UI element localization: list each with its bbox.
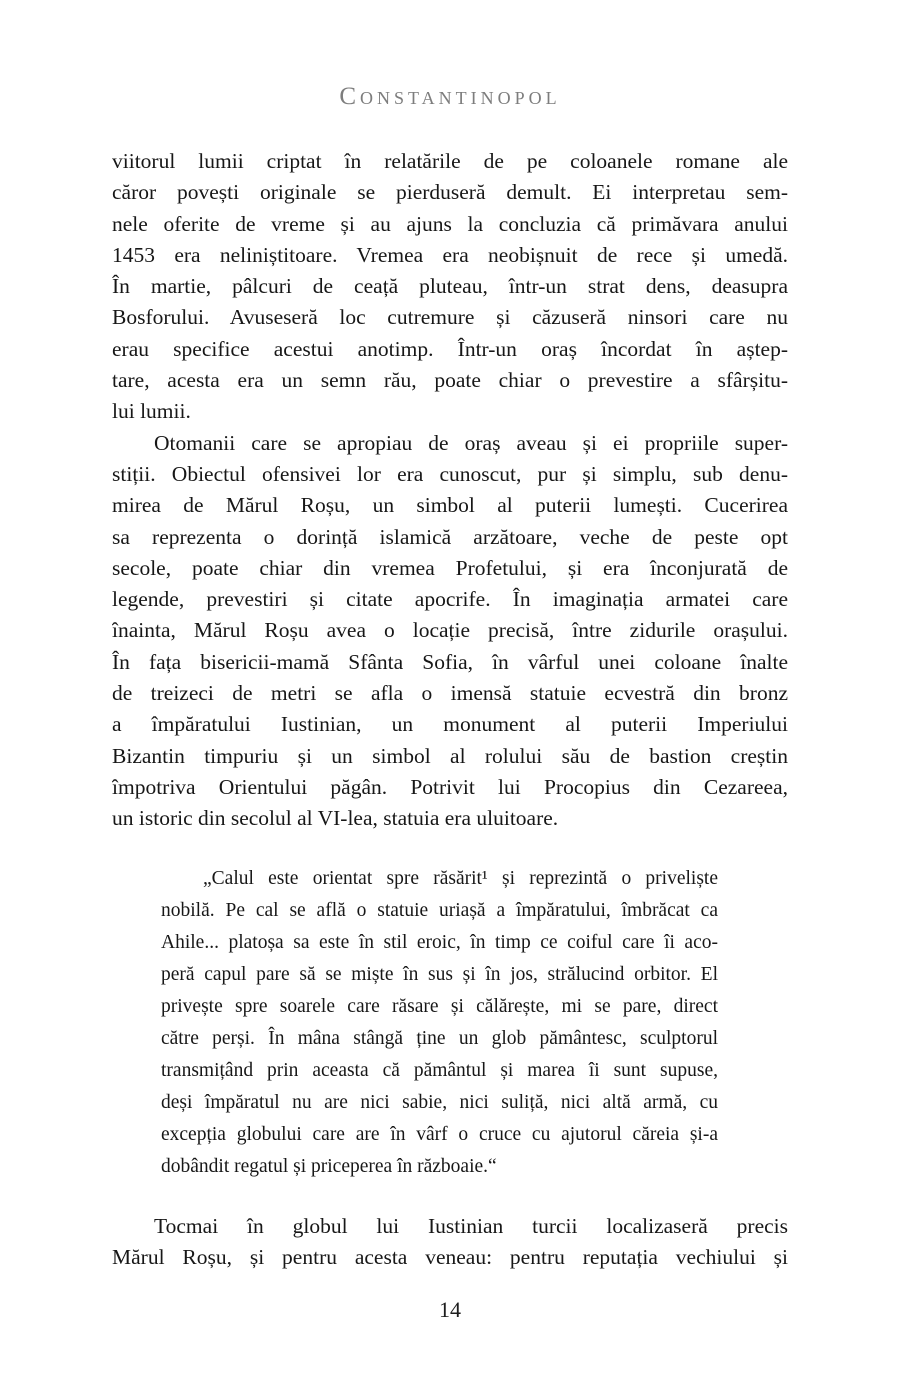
text-line: Bizantin timpuriu și un simbol al rolului său de bastion creștin — [112, 743, 788, 768]
body-text — [112, 146, 788, 835]
paragraph — [161, 863, 718, 1183]
running-header: Constantinopol — [339, 83, 561, 110]
text-line: viitorul lumii criptat în relatările de pe coloanele romane ale — [112, 149, 788, 173]
text-line: excepția globului care are în vârf o cruce cu ajutorul căreia și-a — [161, 1123, 718, 1145]
text-line: legende, prevestiri și citate apocrife. În imaginația armatei care — [112, 587, 788, 612]
text-line: Mărul Roșu, și pentru acesta veneau: pentru reputația vechiului și — [112, 1244, 788, 1269]
text-line: erau specifice acestui anotimp. Într-un oraș încordat în aștep- — [112, 336, 788, 361]
text-line: nele oferite de vreme și au ajuns la concluzia că primăvara anului — [112, 211, 788, 236]
text-line: căror povești originale se pierduseră demult. Ei interpretau sem- — [112, 180, 788, 205]
text-line: transmițând prin aceasta că pământul și marea îi sunt supuse, — [161, 1059, 718, 1081]
text-line: 1453 era neliniștitoare. Vremea era neobișnuit de rece și umedă. — [112, 242, 788, 267]
text-line: tare, acesta era un semn rău, poate chiar o prevestire a sfârșitu- — [112, 368, 788, 393]
paragraph — [112, 1211, 788, 1274]
text-line: stiții. Obiectul ofensivei lor era cunoscut, pur și simplu, sub denu- — [112, 461, 788, 486]
text-line: de treizeci de metri se afla o imensă statuie ecvestră din bronz — [112, 681, 788, 706]
text-line: nobilă. Pe cal se află o statuie uriașă a împăratului, îmbrăcat ca — [161, 899, 718, 921]
text-line: deși împăratul nu are nici sabie, nici suliță, nici altă armă, cu — [161, 1091, 718, 1113]
paragraph — [112, 428, 788, 835]
text-line: a împăratului Iustinian, un monument al puterii Imperiului — [112, 712, 788, 737]
paragraph — [112, 146, 788, 428]
text-line: Tocmai în globul lui Iustinian turcii localizaseră precis — [154, 1213, 788, 1238]
text-line: Ahile... platoșa sa este în stil eroic, în timp ce coiful care îi aco- — [161, 931, 718, 953]
text-line: lui lumii. — [112, 399, 191, 424]
text-line: dobândit regatul și priceperea în războaie.“ — [161, 1155, 497, 1177]
text-line: „Calul este orientat spre răsărit¹ și reprezintă o priveliște — [203, 867, 718, 889]
closing-paragraph — [112, 1211, 788, 1274]
block-quote — [161, 863, 718, 1183]
text-line: În martie, pâlcuri de ceață pluteau, într-un strat dens, deasupra — [112, 274, 788, 299]
text-line: înainta, Mărul Roșu avea o locație precisă, între zidurile orașului. — [112, 618, 788, 643]
text-line: sa reprezenta o dorință islamică arzătoare, veche de peste opt — [112, 524, 788, 549]
text-line: mirea de Mărul Roșu, un simbol al puterii lumești. Cucerirea — [112, 493, 788, 518]
text-line: În fața bisericii-mamă Sfânta Sofia, în vârful unei coloane înalte — [112, 649, 788, 674]
text-line: un istoric din secolul al VI-lea, statuia era uluitoare. — [112, 806, 559, 831]
page-number: 14 — [439, 1297, 461, 1323]
text-line: secole, poate chiar din vremea Profetului, și era înconjurată de — [112, 555, 788, 580]
text-line: împotriva Orientului păgân. Potrivit lui Procopius din Cezareea, — [112, 774, 788, 799]
text-line: peră capul pare să se miște în sus și în jos, strălucind orbitor. El — [161, 963, 718, 985]
text-line: Bosforului. Avuseseră loc cutremure și căzuseră ninsori care nu — [112, 305, 788, 330]
text-line: Otomanii care se apropiau de oraș aveau și ei propriile super- — [154, 430, 788, 455]
text-line: către perși. În mâna stângă ține un glob pământesc, sculptorul — [161, 1027, 718, 1049]
text-line: privește spre soarele care răsare și călărește, mi se pare, direct — [161, 995, 718, 1017]
